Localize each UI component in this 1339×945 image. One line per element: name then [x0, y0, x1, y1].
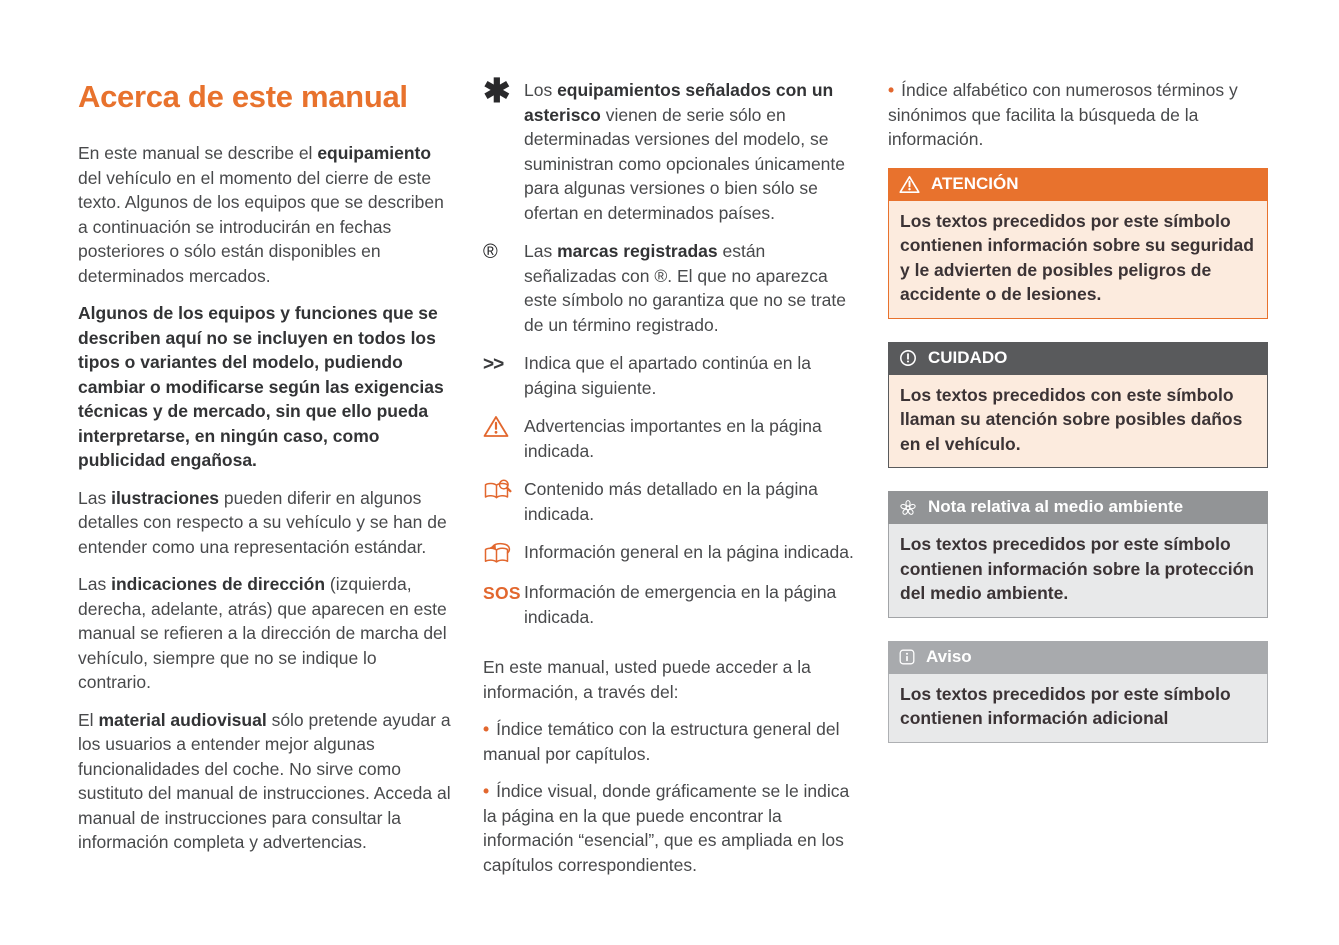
bullet-icon: • [483, 781, 490, 801]
bullet-text: Índice alfabético con numerosos términos y sinónimos que facilita la búsqueda de la información. [888, 80, 1238, 149]
notice-title: Aviso [926, 646, 972, 666]
text-run: En este manual se describe el [78, 143, 318, 163]
text-run: del vehículo en el momento del cierre de este texto. Algunos de los equipos que se describen a continuación se introducirán en fechas posteriores o sólo están disponibles en determinados mercados. [78, 167, 444, 286]
bullet-text: Índice visual, donde gráficamente se le indica la página en la que puede encontrar la información “esencial”, que es ampliada en los capítulos correspondientes. [483, 781, 850, 875]
symbol-description: Advertencias importantes en la página indicada. [524, 416, 822, 461]
paragraph-ilustraciones [78, 486, 452, 560]
warning-triangle-icon [899, 175, 920, 194]
registered-trademark-icon: ® [483, 241, 498, 263]
symbol-item-registered [483, 239, 857, 337]
exclamation-circle-icon [899, 349, 917, 367]
symbol-item-continues [483, 351, 857, 400]
bullet-item-indice-tematico [483, 717, 857, 766]
notice-header [888, 491, 1268, 524]
text-run: vienen de serie sólo en determinadas versiones del modelo, se suministran como opcionales únicamente para algunas versiones o bien sólo se ofertan en determinados países. [524, 104, 845, 223]
paragraph-material-audiovisual [78, 708, 452, 855]
bullet-icon: • [483, 719, 490, 739]
column-left [78, 78, 452, 890]
notice-header [888, 641, 1268, 674]
notice-title: Nota relativa al medio ambiente [928, 497, 1184, 517]
notice-body: Los textos precedidos por este símbolo contienen información sobre la protección del medio ambiente. [888, 524, 1268, 618]
symbol-description: Contenido más detallado en la página indicada. [524, 479, 818, 524]
text-run: Los [524, 80, 558, 100]
text-run-bold: material audiovisual [98, 709, 267, 730]
bullet-item-indice-visual [483, 779, 857, 877]
symbol-description: Información de emergencia en la página indicada. [524, 582, 837, 627]
notice-body: Los textos precedidos con este símbolo llaman su atención sobre posibles daños en el vehículo. [888, 375, 1268, 469]
column-middle [483, 72, 857, 890]
notice-box-atencion [888, 168, 1268, 319]
symbol-description [524, 239, 857, 337]
text-run-bold: equipamiento [317, 143, 432, 163]
text-run-bold: indicaciones de dirección [111, 574, 326, 594]
symbol-description: Indica que el apartado continúa en la página siguiente. [524, 353, 812, 398]
bullet-icon: • [888, 80, 895, 100]
symbol-item-asterisk [483, 72, 857, 225]
symbol-item-warning [483, 414, 857, 463]
symbol-item-sos [483, 580, 857, 629]
notice-body: Los textos precedidos por este símbolo contienen información sobre su seguridad y le advierten de posibles peligros de accidente o de lesiones. [888, 201, 1268, 319]
text-run: Las [78, 487, 112, 508]
symbol-description: Información general en la página indicada. [524, 542, 854, 562]
notice-title: CUIDADO [928, 347, 1008, 367]
notice-body: Los textos precedidos por este símbolo contienen información adicional [888, 674, 1268, 743]
text-run-bold: equipamientos señalados con un asterisco [524, 80, 834, 125]
paragraph-equipamiento [78, 141, 452, 288]
notice-box-medio-ambiente [888, 491, 1268, 618]
text-run: (izquierda, derecha, adelante, atrás) que aparecen en este manual se refieren a la dirección de marcha del vehículo, siempre que no se indique lo contrario. [78, 574, 447, 692]
text-run: El [78, 709, 99, 730]
text-run-bold: ilustraciones [111, 487, 220, 508]
text-run: pueden diferir en algunos detalles con respecto a su vehículo y se han de entender como una representación estándar. [78, 487, 447, 557]
flower-icon [899, 499, 917, 517]
text-run: sólo pretende ayudar a los usuarios a entender mejor algunas funcionalidades del coche. No sirve como sustituto del manual de instrucciones. Acceda al manual de instrucciones para consultar la información completa y advertencias. [78, 709, 451, 852]
notice-header [888, 168, 1268, 201]
bullet-item-indice-alfabetico [888, 78, 1268, 152]
notice-title: ATENCIÓN [931, 173, 1019, 193]
bullet-text: Índice temático con la estructura general del manual por capítulos. [483, 719, 840, 764]
access-intro: En este manual, usted puede acceder a la información, a través del: [483, 657, 811, 702]
text-run: están señalizadas con ®. El que no aparezca este símbolo no garantiza que no se trate de un término registrado. [524, 241, 847, 335]
symbol-description [524, 78, 857, 225]
notice-box-aviso [888, 641, 1268, 743]
info-square-icon [899, 649, 915, 665]
book-arrow-icon [483, 540, 524, 566]
paragraph-equipos-funciones: Algunos de los equipos y funciones que se describen aquí no se incluyen en todos los tipos o variantes del modelo, pudiendo cambiar o modificarse según las exigencias técnicas y de mercado, sin que ello pueda interpretarse, en ningún caso, como publicidad engañosa. [78, 303, 444, 470]
notice-box-cuidado [888, 342, 1268, 469]
book-magnifier-icon [483, 477, 524, 526]
sos-icon: SOS [483, 583, 521, 603]
text-run-bold: marcas registradas [557, 241, 718, 261]
symbol-item-general [483, 540, 857, 566]
notice-header [888, 342, 1268, 375]
column-right [888, 78, 1268, 890]
page-title: Acerca de este manual [78, 79, 408, 114]
text-run: Las [524, 241, 558, 261]
text-run: Las [78, 574, 112, 594]
asterisk-icon: ✱ [483, 72, 511, 109]
paragraph-indicaciones-direccion [78, 572, 452, 695]
double-chevron-icon: >> [483, 354, 504, 375]
symbol-item-detail [483, 477, 857, 526]
warning-triangle-icon [483, 414, 524, 463]
